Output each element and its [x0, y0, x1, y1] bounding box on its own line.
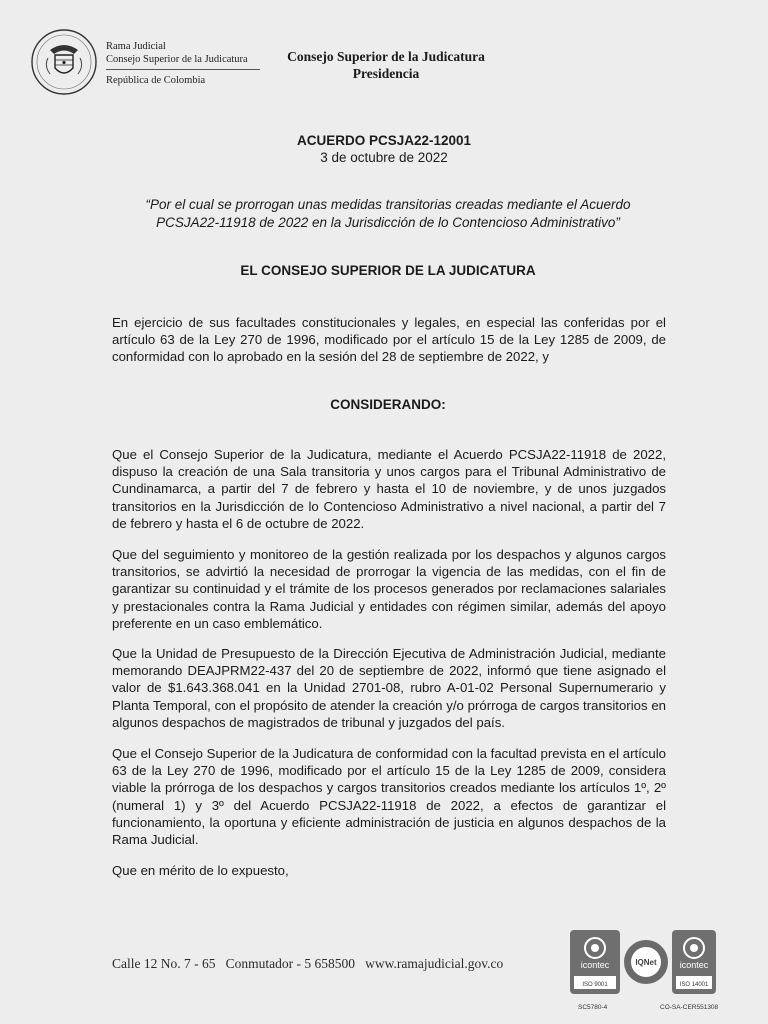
considering-paragraph: Que la Unidad de Presupuesto de la Dirección Ejecutiva de Administración Judicial, mediante memorando DEAJPRM22-437 del 20 de septiembre de 2022, informó que tiene asignado el valor de $1.643.368.041 en la Unidad 2701-08, rubro A-01-02 Personal Supernumerario y Planta Temporal, con el propósito de atender la creación y/o prórroga de cargos transitorios en algunos despachos de magistrados de tribunal y juzgados del país. [112, 646, 666, 730]
icontec-iso14001-badge [672, 930, 716, 994]
agreement-header [0, 132, 768, 166]
issuer-block [270, 48, 502, 82]
considering-paragraph: Que del seguimiento y monitoreo de la gestión realizada por los despachos y algunos cargos transitorios, se advirtió la necesidad de prorrogar la vigencia de las medidas, con el fin de garantizar su continuidad y el trámite de los procesos generados por reclamaciones salariales y prestacionales contra la Rama Judicial y entidades con régimen similar, además del apoyo preferente en un caso emblemático. [112, 547, 666, 631]
issuer-title: Consejo Superior de la Judicatura [287, 49, 485, 64]
branch-name: Rama Judicial [106, 41, 166, 52]
iqnet-badge [622, 938, 670, 986]
cert-iqnet: IQNet [635, 958, 657, 967]
cert-iso-b: ISO 14001 [679, 982, 709, 988]
letterhead-divider [106, 69, 260, 70]
icontec-iso9001-badge [570, 930, 620, 994]
considering-heading: CONSIDERANDO: [330, 397, 446, 412]
council-name: Consejo Superior de la Judicatura [106, 54, 248, 65]
preamble-paragraph: En ejercicio de sus facultades constitucionales y legales, en especial las conferidas por el artículo 63 de la Ley 270 de 1996, modificado por el artículo 15 de la Ley 1285 de 2009, de conformidad con lo aprobado en la sesión del 28 de septiembre de 2022, y [112, 315, 666, 365]
footer-phone: Conmutador - 5 658500 [225, 956, 355, 971]
agreement-subject: “Por el cual se prorrogan unas medidas transitorias creadas mediante el Acuerdo PCSJA22-11918 de 2022 en la Jurisdicción de lo Contencioso Administrativo” [145, 197, 631, 230]
cert-brand-a: icontec [580, 960, 610, 970]
considering-paragraph: Que el Consejo Superior de la Judicatura, mediante el Acuerdo PCSJA22-11918 de 2022, dispuso la creación de una Sala transitoria y unos cargos para el Tribunal Administrativo de Cundinamarca, a partir del 7 de febrero y hasta el 10 de noviembre, y de unos juzgados transitorios en la Jurisdicción de lo Contencioso Administrativo a nivel nacional, a partir del 7 de febrero y hasta el 6 de octubre de 2022. [112, 447, 666, 531]
considering-paragraph: Que el Consejo Superior de la Judicatura de conformidad con la facultad prevista en el artículo 63 de la Ley 270 de 1996, modificado por el artículo 15 de la Ley 1285 de 2009, considera viable la prórroga de los despachos y cargos transitorios creados mediante los artículos 1º, 2º (numeral 1) y 3º del Acuerdo PCSJA22-11918 de 2022, a efectos de garantizar el funcionamiento, la oportuna y eficiente administración de justicia en algunos despachos de la Rama Judicial. [112, 746, 666, 848]
agreement-number: ACUERDO PCSJA22-12001 [296, 133, 472, 148]
cert-iso-a: ISO 9001 [582, 982, 608, 988]
closing-paragraph: Que en mérito de lo expuesto, [112, 863, 289, 878]
footer-contact [112, 956, 503, 972]
coat-of-arms-seal [30, 28, 98, 96]
issuer-office: Presidencia [352, 66, 420, 81]
cert-brand-b: icontec [679, 960, 709, 970]
country-name: República de Colombia [106, 75, 206, 86]
footer-website: www.ramajudicial.gov.co [365, 956, 504, 971]
cert-code-b: CO-SA-CER551308 [660, 1004, 719, 1011]
footer-address: Calle 12 No. 7 - 65 [112, 956, 216, 971]
council-heading: EL CONSEJO SUPERIOR DE LA JUDICATURA [240, 263, 536, 278]
agreement-date: 3 de octubre de 2022 [320, 150, 448, 165]
letterhead-organization [106, 40, 260, 87]
cert-code-a: SC5780-4 [578, 1004, 608, 1011]
